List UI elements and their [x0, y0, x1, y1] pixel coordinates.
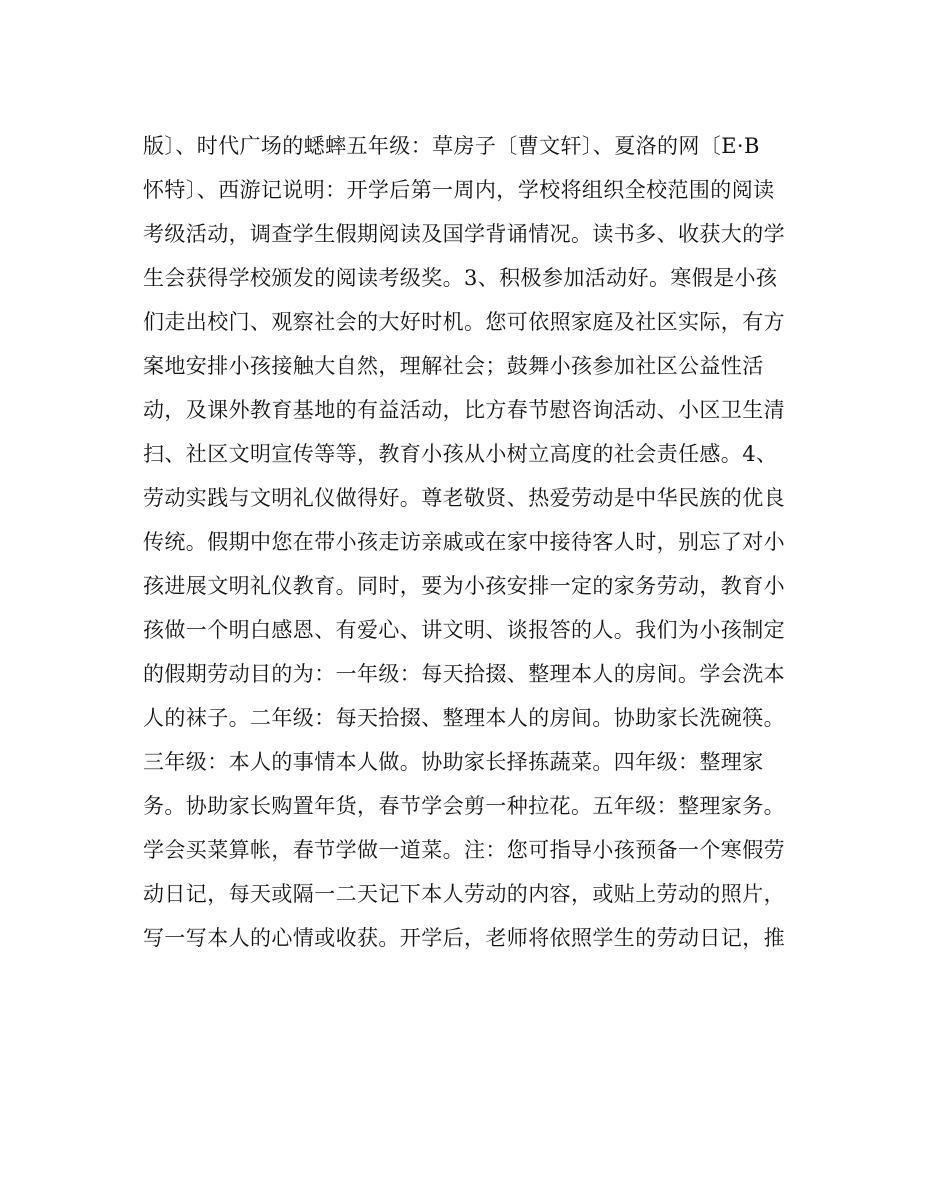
text-line: 劳动实践与文明礼仪做得好。尊老敬贤、热爱劳动是中华民族的优良 [143, 486, 785, 510]
text-line: 孩做一个明白感恩、有爱心、讲文明、谈报答的人。我们为小孩制定 [143, 618, 785, 642]
text-line: 动日记，每天或隔一二天记下本人劳动的内容，或贴上劳动的照片， [143, 882, 785, 906]
text-line: 务。协助家长购置年货，春节学会剪一种拉花。五年级：整理家务。 [143, 794, 785, 818]
text-line: 版〕、时代广场的蟋蟀五年级：草房子〔曹文轩〕、夏洛的网〔E·B [143, 134, 760, 158]
text-line: 写一写本人的心情或收获。开学后，老师将依照学生的劳动日记，推 [143, 926, 785, 950]
text-line: 们走出校门、观察社会的大好时机。您可依照家庭及社区实际，有方 [143, 310, 785, 334]
text-line: 案地安排小孩接触大自然，理解社会；鼓舞小孩参加社区公益性活 [143, 354, 764, 378]
text-line: 动，及课外教育基地的有益活动，比方春节慰咨询活动、小区卫生清 [143, 398, 785, 422]
text-line: 人的袜子。二年级：每天拾掇、整理本人的房间。协助家长洗碗筷。 [143, 706, 785, 730]
text-line: 三年级：本人的事情本人做。协助家长择拣蔬菜。四年级：整理家 [143, 750, 764, 774]
text-line: 传统。假期中您在带小孩走访亲戚或在家中接待客人时，别忘了对小 [143, 530, 785, 554]
text-line: 学会买菜算帐，春节学做一道菜。注：您可指导小孩预备一个寒假劳 [143, 838, 785, 862]
text-line: 考级活动，调查学生假期阅读及国学背诵情况。读书多、收获大的学 [143, 222, 785, 246]
text-line: 扫、社区文明宣传等等，教育小孩从小树立高度的社会责任感。4、 [143, 442, 778, 466]
text-line: 生会获得学校颁发的阅读考级奖。3、积极参加活动好。寒假是小孩 [143, 266, 778, 290]
text-line: 的假期劳动目的为：一年级：每天拾掇、整理本人的房间。学会洗本 [143, 662, 785, 686]
body-paragraph [143, 124, 808, 960]
text-line: 怀特〕、西游记说明：开学后第一周内，学校将组织全校范围的阅读 [143, 178, 775, 202]
text-line: 孩进展文明礼仪教育。同时，要为小孩安排一定的家务劳动，教育小 [143, 574, 785, 598]
